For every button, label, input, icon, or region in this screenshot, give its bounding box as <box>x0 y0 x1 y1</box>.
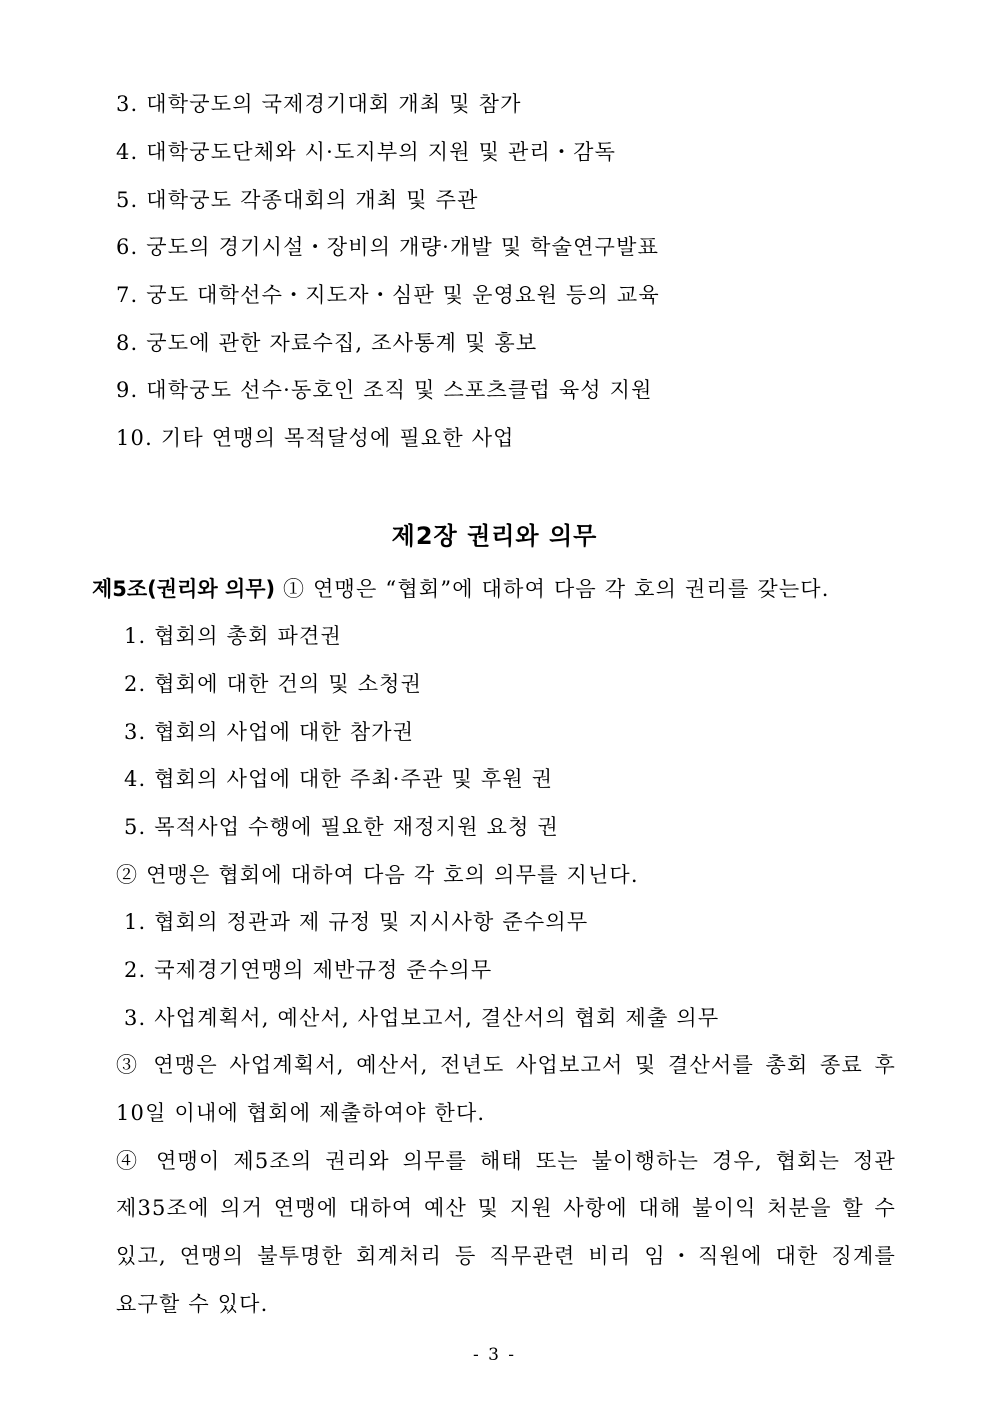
article-heading: 제5조(권리와 의무) <box>92 577 276 601</box>
business-item: 9. 대학궁도 선수·동호인 조직 및 스포츠클럽 육성 지원 <box>116 378 653 402</box>
duty-item: 3. 사업계획서, 예산서, 사업보고서, 결산서의 협회 제출 의무 <box>124 1006 720 1030</box>
business-item: 3. 대학궁도의 국제경기대회 개최 및 참가 <box>116 92 522 116</box>
business-item: 7. 궁도 대학선수・지도자・심판 및 운영요원 등의 교육 <box>116 283 660 307</box>
clause-4-line: 요구할 수 있다. <box>116 1292 269 1316</box>
business-item: 6. 궁도의 경기시설・장비의 개량·개발 및 학술연구발표 <box>116 235 660 259</box>
rights-item: 3. 협회의 사업에 대한 참가권 <box>124 720 415 744</box>
article-5-line <box>92 575 830 603</box>
business-item: 8. 궁도에 관한 자료수집, 조사통계 및 홍보 <box>116 331 538 355</box>
rights-item: 2. 협회에 대한 건의 및 소청권 <box>124 672 423 696</box>
rights-item: 1. 협회의 총회 파견권 <box>124 624 342 648</box>
clause-2-text: ② 연맹은 협회에 대하여 다음 각 호의 의무를 지닌다. <box>116 863 639 887</box>
business-item: 5. 대학궁도 각종대회의 개최 및 주관 <box>116 188 479 212</box>
clause-4-line: 있고, 연맹의 불투명한 회계처리 등 직무관련 비리 임・직원에 대한 징계를 <box>116 1244 896 1268</box>
clause-1-text: ① 연맹은 “협회”에 대하여 다음 각 호의 권리를 갖는다. <box>275 577 830 601</box>
business-item: 4. 대학궁도단체와 시·도지부의 지원 및 관리・감독 <box>116 140 617 164</box>
business-item: 10. 기타 연맹의 목적달성에 필요한 사업 <box>116 426 515 450</box>
page-number: - 3 - <box>472 1345 517 1365</box>
chapter-title: 제2장 권리와 의무 <box>391 522 598 550</box>
duty-item: 2. 국제경기연맹의 제반규정 준수의무 <box>124 958 493 982</box>
rights-item: 4. 협회의 사업에 대한 주최·주관 및 후원 권 <box>124 767 554 791</box>
clause-3-line: ③ 연맹은 사업계획서, 예산서, 전년도 사업보고서 및 결산서를 총회 종료 후 <box>116 1053 896 1077</box>
duty-item: 1. 협회의 정관과 제 규정 및 지시사항 준수의무 <box>124 910 589 934</box>
clause-4-line: ④ 연맹이 제5조의 권리와 의무를 해태 또는 불이행하는 경우, 협회는 정관 <box>116 1149 896 1173</box>
clause-4-line: 제35조에 의거 연맹에 대하여 예산 및 지원 사항에 대해 불이익 처분을 할 수 <box>116 1196 896 1220</box>
rights-item: 5. 목적사업 수행에 필요한 재정지원 요청 권 <box>124 815 559 839</box>
clause-3-line: 10일 이내에 협회에 제출하여야 한다. <box>116 1101 486 1125</box>
